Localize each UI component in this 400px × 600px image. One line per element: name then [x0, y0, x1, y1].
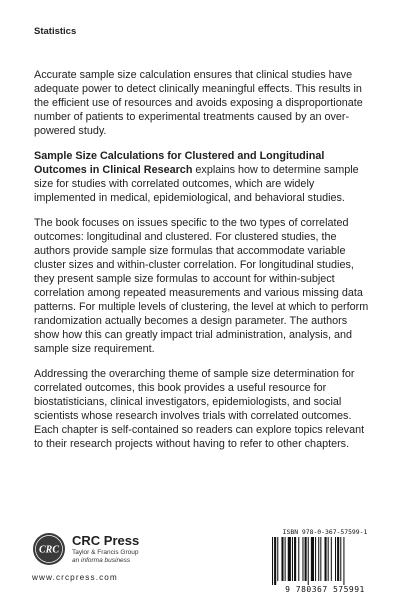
- barcode-bar: [328, 537, 329, 581]
- paragraph-book-summary: [34, 149, 370, 205]
- paragraph-audience: Addressing the overarching theme of sample size determination for correlated outcomes, this book provides a useful resource for biostatisticians, clinical investigators, epidemiologists, and social scientists whose research involves trials with correlated outcomes. Each chapter is self-contained so readers can explore topics relevant to their research projects without having to refer to other chapters.: [34, 368, 365, 450]
- publisher-tagline: an informa business: [72, 557, 131, 564]
- barcode-icon: [266, 537, 384, 585]
- barcode-bar: [281, 537, 283, 581]
- crc-logo-icon: [32, 532, 66, 566]
- barcode-bar: [308, 537, 309, 585]
- barcode-bar: [302, 537, 303, 581]
- barcode-bar: [335, 537, 336, 581]
- barcode-bar: [337, 537, 339, 581]
- barcode-bar: [331, 537, 332, 581]
- barcode-bar: [325, 537, 327, 581]
- crc-logo-mark: CRC: [38, 544, 60, 556]
- category-label: Statistics: [34, 26, 77, 37]
- barcode-bar: [277, 537, 278, 581]
- barcode-bar: [272, 537, 273, 585]
- barcode-bar: [340, 537, 341, 581]
- book-title: Sample Size Calculations for Clustered and Longitudinal Outcomes in Clinical Research: [34, 150, 325, 176]
- paragraph-intro: Accurate sample size calculation ensures that clinical studies have adequate power to detect clinically meaningful effects. This results in the efficient use of resources and avoids exposing a disproportionate number of patients to experimental treatments caused by an over-powered study.: [34, 69, 363, 137]
- book-summary-text: explains how to determine sample size for studies with correlated outcomes, which are widely implemented in medical, epidemiological, and behavioral studies.: [34, 164, 359, 204]
- barcode-bar: [292, 537, 293, 581]
- isbn-label: ISBN 978-0-367-57599-1: [282, 528, 368, 536]
- paragraph-focus: The book focuses on issues specific to the two types of correlated outcomes: longitudinal and clustered. For clustered studies, the authors provide sample size formulas that accommodate variable cluster sizes and within-cluster correlation. For longitudinal studies, they present sample size formulas to account for within-subject correlation among repeated measurements and various missing data patterns. For multiple levels of clustering, the level at which to perform randomization actually becomes a design parameter. The authors show how this can greatly impact trial administration, analysis, and sample size requirement.: [34, 217, 369, 355]
- barcode-bar: [320, 537, 321, 581]
- barcode-bar: [285, 537, 286, 581]
- barcode-bar: [288, 537, 291, 581]
- barcode-bar: [318, 537, 319, 581]
- barcode-bar: [305, 537, 307, 581]
- isbn-barcode: [266, 528, 384, 596]
- barcode-bar: [311, 537, 314, 581]
- publisher-url: www.crcpress.com: [32, 573, 118, 582]
- description-text: [34, 68, 370, 462]
- barcode-bar: [343, 537, 344, 585]
- barcode-bar: [315, 537, 316, 581]
- barcode-bar: [298, 537, 299, 581]
- publisher-group: Taylor & Francis Group: [72, 549, 139, 556]
- barcode-digits: 9 780367 575991: [285, 585, 365, 594]
- publisher-logo: [32, 532, 182, 584]
- publisher-name: CRC Press: [72, 533, 140, 548]
- barcode-bar: [274, 537, 276, 585]
- barcode-bar: [294, 537, 296, 581]
